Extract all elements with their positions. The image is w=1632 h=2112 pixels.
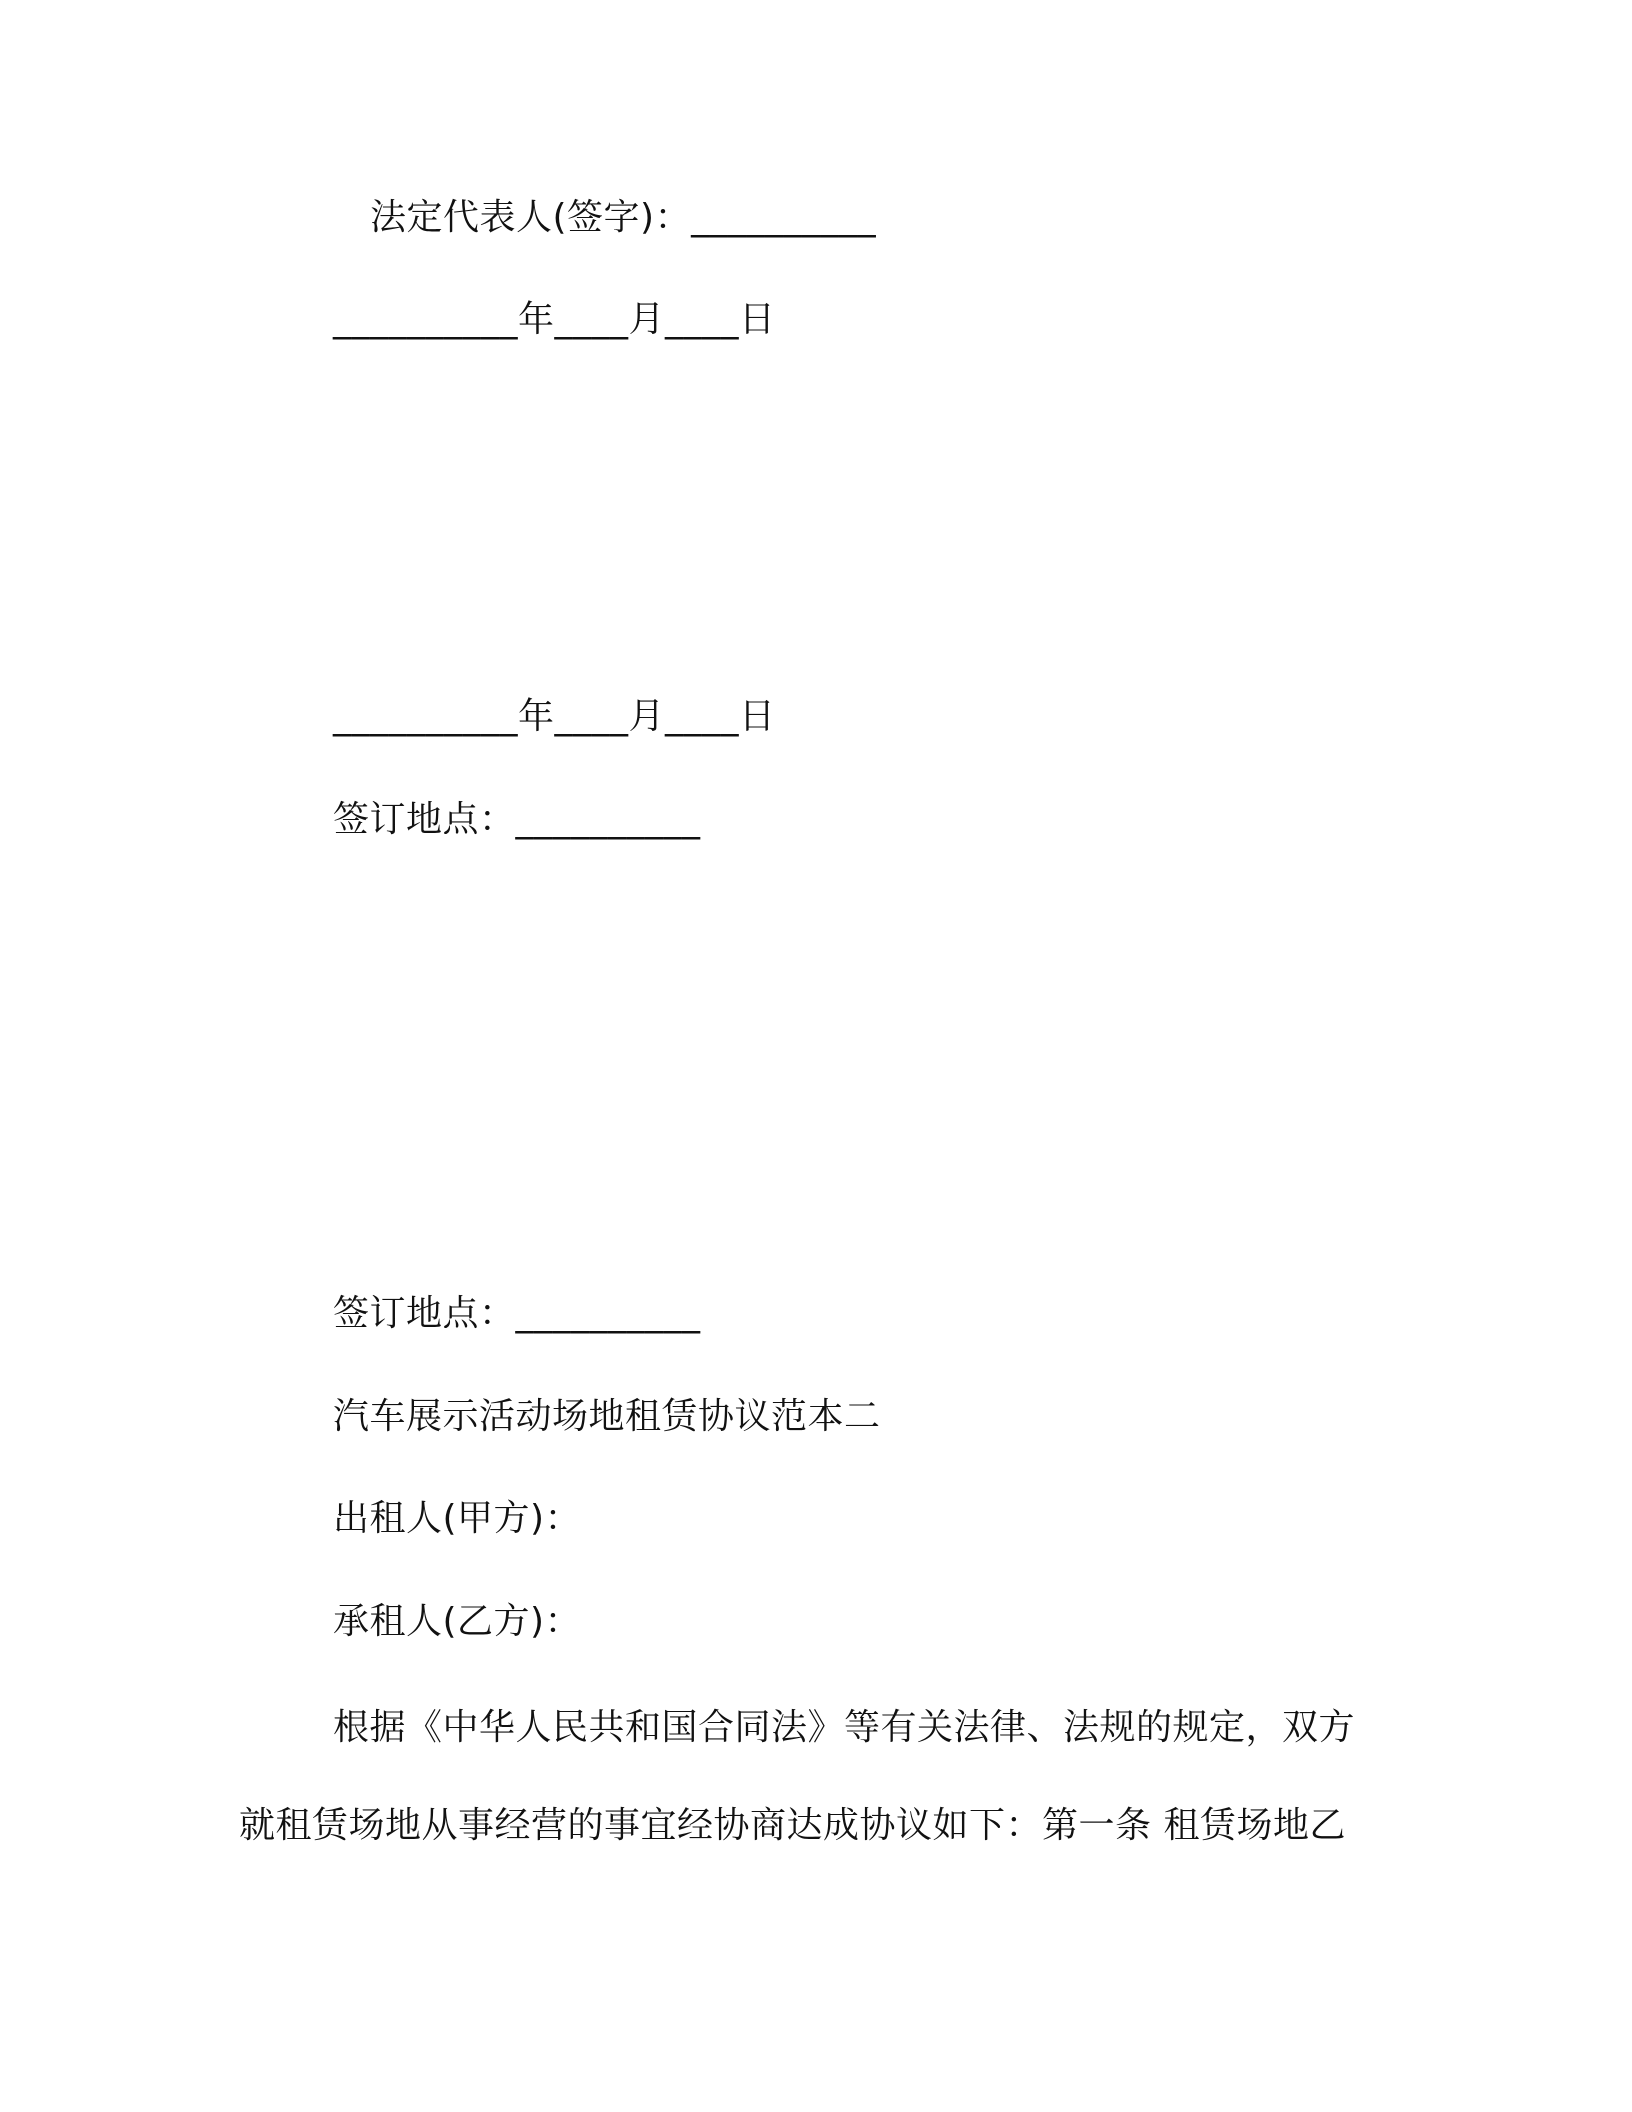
lessee-line: 承租人(乙方)： xyxy=(333,1601,582,1642)
body-paragraph-line: 根据《中华人民共和国合同法》等有关法律、法规的规定，双方 xyxy=(333,1707,1356,1748)
legal-representative-signature-line: 法定代表人(签字)：__________ xyxy=(370,197,877,238)
date-line: __________年____月____日 xyxy=(333,299,776,340)
section-title: 汽车展示活动场地租赁协议范本二 xyxy=(333,1396,881,1437)
date-line: __________年____月____日 xyxy=(333,696,776,737)
body-paragraph-line: 就租赁场地从事经营的事宜经协商达成协议如下：第一条 租赁场地乙 xyxy=(239,1805,1346,1846)
signing-place-line: 签订地点：__________ xyxy=(333,1293,701,1334)
lessor-line: 出租人(甲方)： xyxy=(333,1498,582,1539)
signing-place-line: 签订地点：__________ xyxy=(333,799,701,840)
